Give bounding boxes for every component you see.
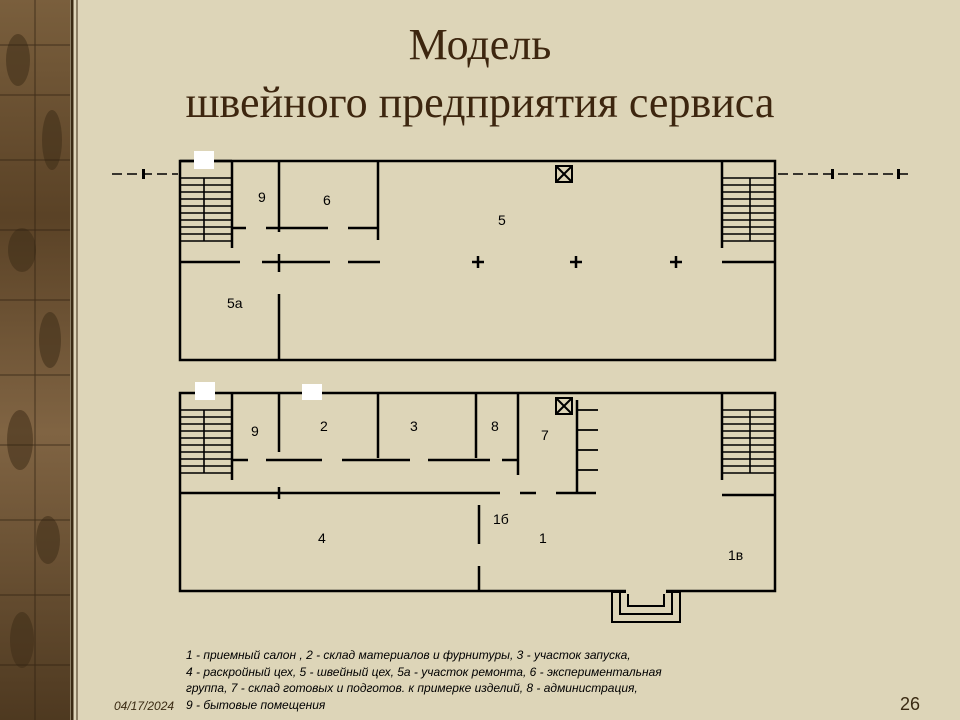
room-label: 5 (498, 212, 506, 228)
room-label: 6 (323, 192, 331, 208)
room-label: 4 (318, 530, 326, 546)
legend-line: группа, 7 - склад готовых и подготов. к примерке изделий, 8 - администрация, (186, 681, 638, 695)
room-label: 9 (251, 423, 259, 439)
page-number: 26 (900, 694, 921, 714)
room-label: 3 (410, 418, 418, 434)
room-label: 1 (539, 530, 547, 546)
room-label: 9 (258, 189, 266, 205)
slide-title-line1: Модель (408, 20, 552, 69)
legend-line: 1 - приемный салон , 2 - склад материалов и фурнитуры, 3 - участок запуска, (186, 648, 631, 662)
room-label: 1в (728, 547, 744, 563)
room-label: 2 (320, 418, 328, 434)
slide-title-line2: швейного предприятия сервиса (185, 78, 775, 127)
room-label: 5а (227, 295, 243, 311)
room-label: 7 (541, 427, 549, 443)
room-label: 1б (493, 511, 509, 527)
slide-date: 04/17/2024 (114, 699, 175, 713)
legend-line: 9 - бытовые помещения (186, 697, 326, 712)
room-label: 8 (491, 418, 499, 434)
legend-line: 4 - раскройный цех, 5 - швейный цех, 5а - участок ремонта, 6 - экспериментальная (186, 664, 662, 679)
legend (186, 647, 786, 713)
